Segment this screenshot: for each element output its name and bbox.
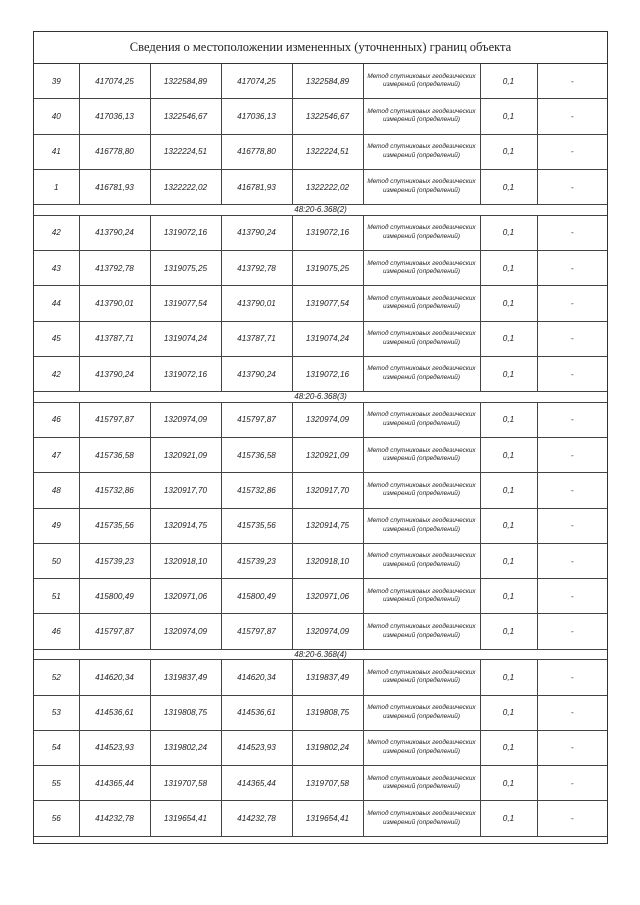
existing-x-cell: 415739,23 [79,543,150,578]
accuracy-cell: 0,1 [480,437,537,472]
point-number-cell: 48 [34,473,79,508]
table-row [34,695,607,730]
refined-x-cell: 415735,56 [221,508,292,543]
note-cell: - [537,579,607,614]
refined-x-cell: 415736,58 [221,437,292,472]
existing-y-cell: 1319808,75 [150,695,221,730]
table-title: Сведения о местоположении измененных (уточненных) границ объекта [34,32,607,64]
table-row [34,169,607,204]
refined-x-cell: 414232,78 [221,801,292,836]
refined-y-cell: 1320917,70 [292,473,363,508]
table-row [34,766,607,801]
point-number-cell: 54 [34,730,79,765]
existing-x-cell: 417036,13 [79,99,150,134]
point-number-cell: 56 [34,801,79,836]
method-cell: Метод спутниковых геодезических измерений (определений) [363,169,480,204]
refined-y-cell: 1320974,09 [292,402,363,437]
point-number-cell: 53 [34,695,79,730]
method-cell: Метод спутниковых геодезических измерений (определений) [363,473,480,508]
table-row [34,437,607,472]
existing-y-cell: 1322584,89 [150,64,221,99]
method-cell: Метод спутниковых геодезических измерений (определений) [363,766,480,801]
refined-x-cell: 415739,23 [221,543,292,578]
refined-y-cell: 1320974,09 [292,614,363,649]
table-row [34,660,607,695]
existing-y-cell: 1320974,09 [150,614,221,649]
existing-x-cell: 415735,56 [79,508,150,543]
existing-y-cell: 1319074,24 [150,321,221,356]
method-cell: Метод спутниковых геодезических измерений (определений) [363,614,480,649]
coordinates-table [34,64,607,837]
method-cell: Метод спутниковых геодезических измерений (определений) [363,579,480,614]
note-cell: - [537,250,607,285]
table-row [34,286,607,321]
existing-y-cell: 1319072,16 [150,215,221,250]
note-cell: - [537,215,607,250]
note-cell: - [537,766,607,801]
existing-x-cell: 414365,44 [79,766,150,801]
refined-x-cell: 416778,80 [221,134,292,169]
point-number-cell: 50 [34,543,79,578]
refined-y-cell: 1319072,16 [292,215,363,250]
refined-y-cell: 1319077,54 [292,286,363,321]
table-row [34,250,607,285]
section-label: 48:20-6.368(2) [34,205,607,216]
method-cell: Метод спутниковых геодезических измерений (определений) [363,356,480,391]
point-number-cell: 1 [34,169,79,204]
section-label: 48:20-6.368(3) [34,392,607,403]
existing-y-cell: 1319077,54 [150,286,221,321]
method-cell: Метод спутниковых геодезических измерений (определений) [363,660,480,695]
accuracy-cell: 0,1 [480,64,537,99]
note-cell: - [537,543,607,578]
refined-x-cell: 415800,49 [221,579,292,614]
refined-x-cell: 414536,61 [221,695,292,730]
existing-y-cell: 1320921,09 [150,437,221,472]
method-cell: Метод спутниковых геодезических измерений (определений) [363,215,480,250]
refined-y-cell: 1322546,67 [292,99,363,134]
point-number-cell: 41 [34,134,79,169]
table-row [34,402,607,437]
table-row [34,614,607,649]
refined-y-cell: 1322224,51 [292,134,363,169]
existing-y-cell: 1320974,09 [150,402,221,437]
point-number-cell: 44 [34,286,79,321]
point-number-cell: 55 [34,766,79,801]
accuracy-cell: 0,1 [480,169,537,204]
point-number-cell: 43 [34,250,79,285]
refined-x-cell: 417036,13 [221,99,292,134]
section-row [34,649,607,660]
refined-y-cell: 1319707,58 [292,766,363,801]
note-cell: - [537,99,607,134]
refined-x-cell: 415797,87 [221,402,292,437]
note-cell: - [537,402,607,437]
refined-x-cell: 414523,93 [221,730,292,765]
method-cell: Метод спутниковых геодезических измерений (определений) [363,801,480,836]
refined-x-cell: 417074,25 [221,64,292,99]
refined-y-cell: 1320918,10 [292,543,363,578]
existing-x-cell: 413790,24 [79,356,150,391]
point-number-cell: 46 [34,402,79,437]
refined-y-cell: 1319074,24 [292,321,363,356]
refined-x-cell: 415732,86 [221,473,292,508]
existing-y-cell: 1319802,24 [150,730,221,765]
refined-y-cell: 1319837,49 [292,660,363,695]
point-number-cell: 42 [34,356,79,391]
point-number-cell: 52 [34,660,79,695]
note-cell: - [537,508,607,543]
method-cell: Метод спутниковых геодезических измерений (определений) [363,695,480,730]
note-cell: - [537,321,607,356]
refined-x-cell: 415797,87 [221,614,292,649]
accuracy-cell: 0,1 [480,286,537,321]
accuracy-cell: 0,1 [480,766,537,801]
existing-y-cell: 1322222,02 [150,169,221,204]
existing-x-cell: 414232,78 [79,801,150,836]
refined-y-cell: 1319802,24 [292,730,363,765]
accuracy-cell: 0,1 [480,402,537,437]
section-label: 48:20-6.368(4) [34,649,607,660]
note-cell: - [537,169,607,204]
point-number-cell: 40 [34,99,79,134]
table-row [34,356,607,391]
method-cell: Метод спутниковых геодезических измерений (определений) [363,321,480,356]
existing-y-cell: 1319707,58 [150,766,221,801]
refined-x-cell: 413790,24 [221,356,292,391]
accuracy-cell: 0,1 [480,660,537,695]
refined-y-cell: 1322584,89 [292,64,363,99]
document-frame [33,31,608,844]
existing-x-cell: 416781,93 [79,169,150,204]
note-cell: - [537,695,607,730]
point-number-cell: 42 [34,215,79,250]
existing-x-cell: 414536,61 [79,695,150,730]
accuracy-cell: 0,1 [480,543,537,578]
refined-y-cell: 1320921,09 [292,437,363,472]
refined-x-cell: 413792,78 [221,250,292,285]
method-cell: Метод спутниковых геодезических измерений (определений) [363,730,480,765]
method-cell: Метод спутниковых геодезических измерений (определений) [363,508,480,543]
table-row [34,321,607,356]
accuracy-cell: 0,1 [480,695,537,730]
note-cell: - [537,730,607,765]
existing-x-cell: 415797,87 [79,614,150,649]
existing-x-cell: 413790,01 [79,286,150,321]
method-cell: Метод спутниковых геодезических измерений (определений) [363,543,480,578]
note-cell: - [537,614,607,649]
method-cell: Метод спутниковых геодезических измерений (определений) [363,134,480,169]
accuracy-cell: 0,1 [480,215,537,250]
existing-y-cell: 1320918,10 [150,543,221,578]
point-number-cell: 45 [34,321,79,356]
method-cell: Метод спутниковых геодезических измерений (определений) [363,286,480,321]
note-cell: - [537,134,607,169]
note-cell: - [537,64,607,99]
refined-y-cell: 1320971,06 [292,579,363,614]
table-row [34,508,607,543]
existing-y-cell: 1320917,70 [150,473,221,508]
table-row [34,730,607,765]
point-number-cell: 49 [34,508,79,543]
accuracy-cell: 0,1 [480,579,537,614]
refined-y-cell: 1320914,75 [292,508,363,543]
accuracy-cell: 0,1 [480,614,537,649]
accuracy-cell: 0,1 [480,801,537,836]
accuracy-cell: 0,1 [480,508,537,543]
method-cell: Метод спутниковых геодезических измерений (определений) [363,437,480,472]
refined-x-cell: 413790,24 [221,215,292,250]
existing-x-cell: 415800,49 [79,579,150,614]
table-row [34,473,607,508]
accuracy-cell: 0,1 [480,473,537,508]
refined-y-cell: 1322222,02 [292,169,363,204]
existing-x-cell: 415736,58 [79,437,150,472]
existing-y-cell: 1322224,51 [150,134,221,169]
accuracy-cell: 0,1 [480,99,537,134]
existing-x-cell: 413787,71 [79,321,150,356]
table-row [34,99,607,134]
note-cell: - [537,473,607,508]
existing-y-cell: 1322546,67 [150,99,221,134]
existing-x-cell: 415732,86 [79,473,150,508]
refined-x-cell: 416781,93 [221,169,292,204]
table-row [34,579,607,614]
note-cell: - [537,437,607,472]
note-cell: - [537,356,607,391]
existing-y-cell: 1319072,16 [150,356,221,391]
method-cell: Метод спутниковых геодезических измерений (определений) [363,99,480,134]
existing-x-cell: 413792,78 [79,250,150,285]
refined-y-cell: 1319808,75 [292,695,363,730]
table-row [34,801,607,836]
accuracy-cell: 0,1 [480,134,537,169]
existing-x-cell: 414620,34 [79,660,150,695]
existing-y-cell: 1319837,49 [150,660,221,695]
point-number-cell: 47 [34,437,79,472]
accuracy-cell: 0,1 [480,730,537,765]
note-cell: - [537,286,607,321]
existing-y-cell: 1319654,41 [150,801,221,836]
table-row [34,64,607,99]
existing-x-cell: 413790,24 [79,215,150,250]
existing-x-cell: 415797,87 [79,402,150,437]
refined-y-cell: 1319654,41 [292,801,363,836]
point-number-cell: 46 [34,614,79,649]
method-cell: Метод спутниковых геодезических измерений (определений) [363,402,480,437]
existing-x-cell: 417074,25 [79,64,150,99]
accuracy-cell: 0,1 [480,321,537,356]
table-row [34,543,607,578]
existing-x-cell: 414523,93 [79,730,150,765]
table-row [34,215,607,250]
point-number-cell: 39 [34,64,79,99]
existing-x-cell: 416778,80 [79,134,150,169]
existing-y-cell: 1320971,06 [150,579,221,614]
existing-y-cell: 1319075,25 [150,250,221,285]
refined-y-cell: 1319072,16 [292,356,363,391]
existing-y-cell: 1320914,75 [150,508,221,543]
refined-y-cell: 1319075,25 [292,250,363,285]
refined-x-cell: 414365,44 [221,766,292,801]
accuracy-cell: 0,1 [480,356,537,391]
refined-x-cell: 413790,01 [221,286,292,321]
refined-x-cell: 414620,34 [221,660,292,695]
section-row [34,392,607,403]
point-number-cell: 51 [34,579,79,614]
accuracy-cell: 0,1 [480,250,537,285]
note-cell: - [537,660,607,695]
table-row [34,134,607,169]
method-cell: Метод спутниковых геодезических измерений (определений) [363,64,480,99]
method-cell: Метод спутниковых геодезических измерений (определений) [363,250,480,285]
refined-x-cell: 413787,71 [221,321,292,356]
note-cell: - [537,801,607,836]
section-row [34,205,607,216]
